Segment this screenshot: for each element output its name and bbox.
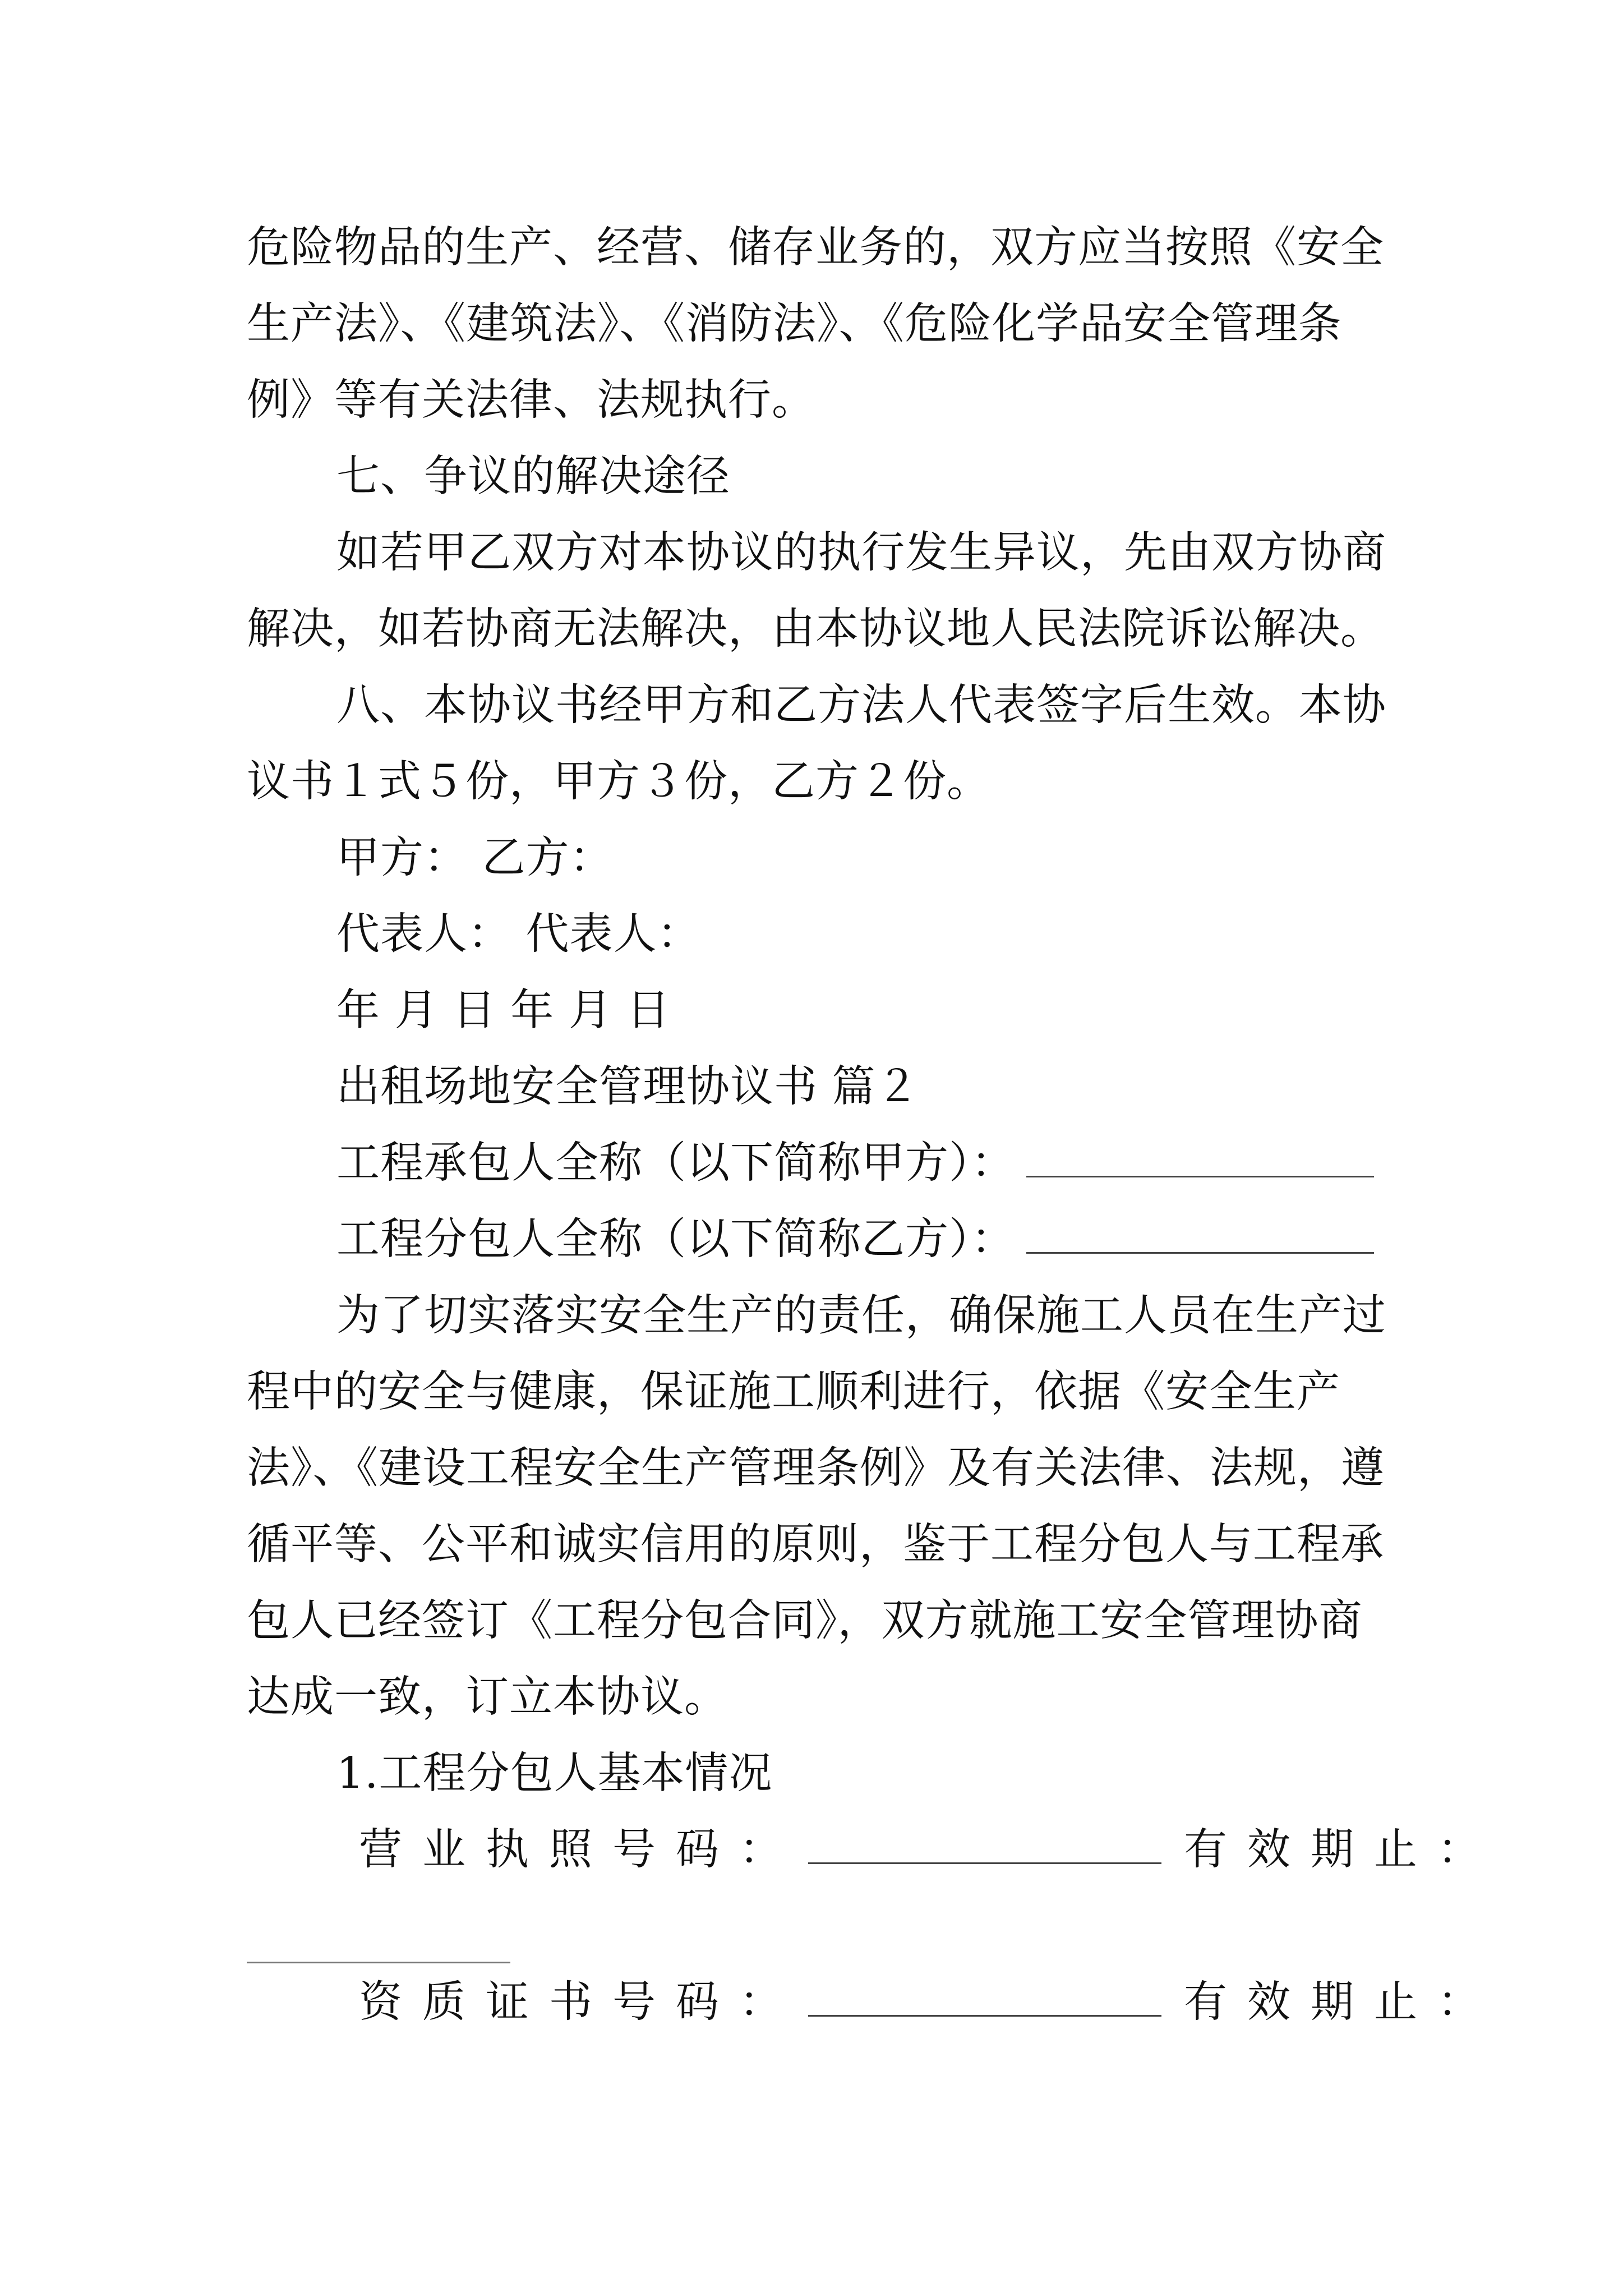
qualification-field (359, 1975, 1501, 2031)
document-title: 出租场地安全管理协议书 篇２ (336, 1062, 920, 1112)
signature-party-line: 甲方： 乙方： (336, 833, 614, 883)
text-line: 为了切实落实安全生产的责任，确保施工人员在生产过 (336, 1291, 1386, 1341)
subcontractor-name-field (336, 1212, 1374, 1268)
text-line: 八、本协议书经甲方和乙方法人代表签字后生效。本协 (336, 680, 1386, 730)
qualification-label: 资质证书号码： (359, 1977, 803, 2027)
signature-representative-line: 代表人： 代表人： (336, 909, 701, 959)
contractor-name-blank (1026, 1137, 1374, 1177)
business-license-validity-label: 有效期止： (1184, 1825, 1501, 1875)
subcontractor-name-blank (1026, 1213, 1374, 1254)
text-line: 解决，如若协商无法解决，由本协议地人民法院诉讼解决。 (247, 604, 1384, 654)
contractor-name-field (336, 1135, 1374, 1191)
text-line: 如若甲乙双方对本协议的执行发生异议，先由双方协商 (336, 528, 1386, 578)
text-line: 程中的安全与健康，保证施工顺利进行，依据《安全生产 (247, 1367, 1340, 1417)
text-line: 包人已经签订《工程分包合同》，双方就施工安全管理协商 (247, 1596, 1363, 1646)
business-license-validity-blank (247, 1962, 510, 1963)
text-line: 例》等有关法律、法规执行。 (247, 375, 815, 425)
business-license-blank (808, 1823, 1161, 1864)
business-license-field (359, 1822, 1501, 1878)
signature-date-line: 年 月 日 年 月 日 (336, 986, 671, 1036)
qualification-blank (808, 1976, 1161, 2017)
subcontractor-name-label: 工程分包人全称（以下简称乙方）： (336, 1214, 1015, 1264)
text-line: 议书１式５份，甲方３份，乙方２份。 (247, 757, 990, 807)
text-line: 达成一致，订立本协议。 (247, 1672, 728, 1722)
text-line: 循平等、公平和诚实信用的原则，鉴于工程分包人与工程承 (247, 1520, 1384, 1570)
section-heading: 1.工程分包人基本情况 (336, 1749, 773, 1798)
section-heading: 七、争议的解决途径 (336, 452, 730, 501)
text-line: 危险物品的生产、经营、储存业务的，双方应当按照《安全 (247, 223, 1384, 273)
text-line: 法》、《建设工程安全生产管理条例》及有关法律、法规，遵 (247, 1443, 1385, 1493)
business-license-label: 营业执照号码： (359, 1825, 803, 1875)
text-line: 生产法》、《建筑法》、《消防法》、《危险化学品安全管理条 (247, 299, 1342, 349)
contractor-name-label: 工程承包人全称（以下简称甲方）： (336, 1138, 1015, 1188)
qualification-validity-label: 有效期止： (1184, 1977, 1501, 2027)
